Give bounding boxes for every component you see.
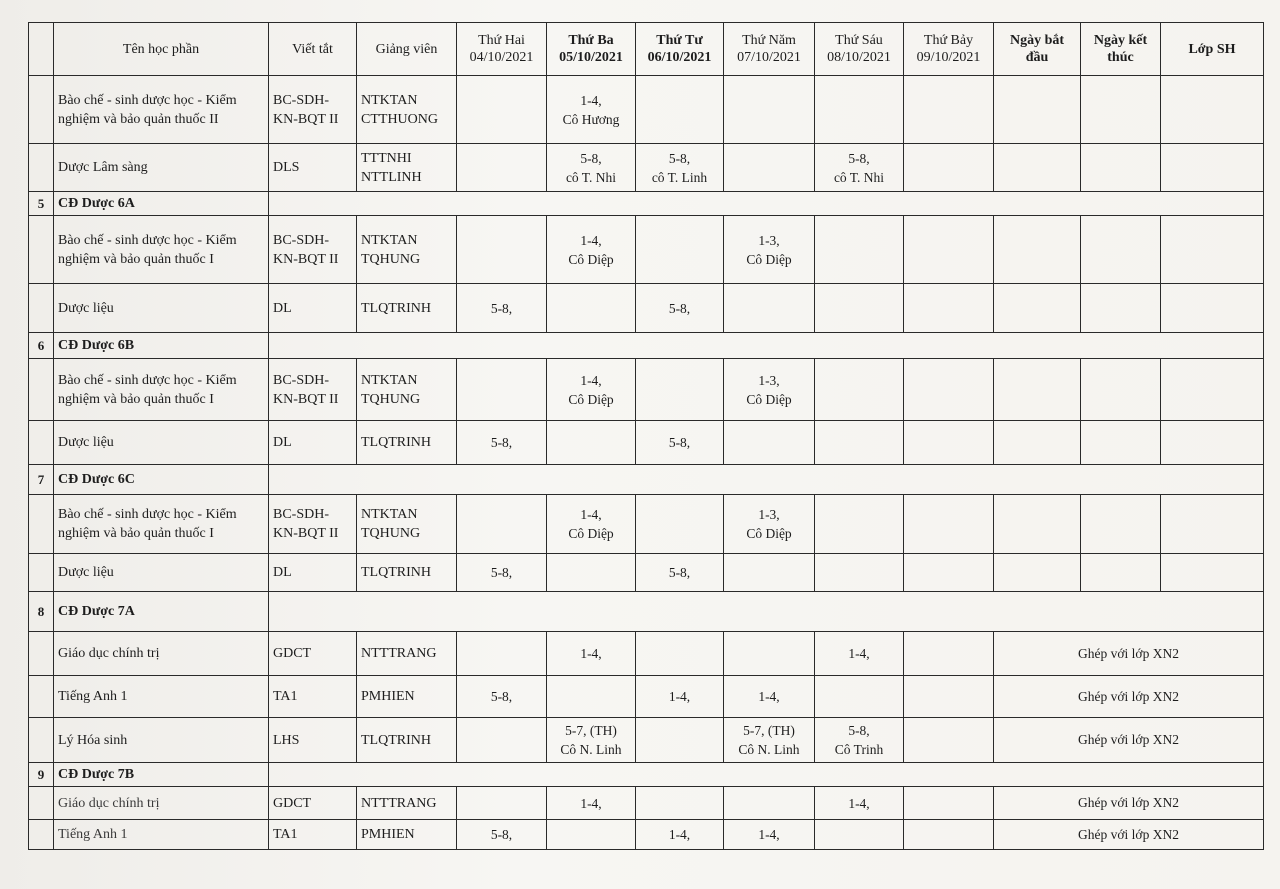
slot-teacher: Cô Hương <box>562 111 620 127</box>
slot-teacher: cô T. Linh <box>651 169 708 185</box>
start-cell <box>994 554 1081 592</box>
start-cell <box>994 284 1081 333</box>
table-row <box>29 676 1264 718</box>
mon-cell: 5-8, <box>457 820 547 850</box>
header-abbr: Viết tắt <box>269 23 357 76</box>
sat-cell <box>904 632 994 676</box>
sat-cell <box>904 718 994 763</box>
teacher-cell: TLQTRINH <box>357 421 457 465</box>
wed-cell: 5-8, <box>636 554 724 592</box>
index-cell <box>29 76 54 144</box>
tue-cell <box>547 144 636 192</box>
index-cell <box>29 632 54 676</box>
fri-cell <box>815 718 904 763</box>
table-row <box>29 632 1264 676</box>
index-cell <box>29 495 54 554</box>
abbr-cell: DL <box>269 554 357 592</box>
sat-cell <box>904 76 994 144</box>
abbr-line-1: BC-SDH- <box>273 372 330 388</box>
mon-cell: 5-8, <box>457 676 547 718</box>
abbr-line-2: KN-BQT II <box>273 111 339 127</box>
table-row <box>29 421 1264 465</box>
table-row <box>29 787 1264 820</box>
thu-cell <box>724 495 815 554</box>
slot-teacher: Cô Diệp <box>568 251 614 267</box>
index-cell <box>29 144 54 192</box>
fri-cell: 1-4, <box>815 787 904 820</box>
header-start-date <box>994 23 1081 76</box>
tue-cell <box>547 820 636 850</box>
end-cell <box>1081 76 1161 144</box>
sat-cell <box>904 216 994 284</box>
day-date: 08/10/2021 <box>827 50 891 65</box>
fri-cell <box>815 676 904 718</box>
slot-teacher: Cô Trinh <box>834 742 884 757</box>
class-header-row <box>29 763 1264 787</box>
wed-cell <box>636 718 724 763</box>
abbr-line-1: BC-SDH- <box>273 92 330 108</box>
tue-cell: 1-4, <box>547 787 636 820</box>
subject-cell <box>54 216 269 284</box>
slot-teacher: Cô Diệp <box>746 526 792 541</box>
subject-cell: Lý Hóa sinh <box>54 718 269 763</box>
fri-cell <box>815 495 904 554</box>
slot-teacher: Cô N. Linh <box>560 742 622 757</box>
thu-cell <box>724 216 815 284</box>
slot-periods: 1-3, <box>758 232 780 248</box>
wed-cell: 1-4, <box>636 676 724 718</box>
subject-line-2: nghiệm và bảo quản thuốc I <box>58 251 214 267</box>
start-cell <box>994 216 1081 284</box>
header-homeroom: Lớp SH <box>1161 23 1264 76</box>
class-title: CĐ Dược 7A <box>54 592 269 632</box>
fri-cell <box>815 284 904 333</box>
end-cell <box>1081 359 1161 421</box>
abbr-cell: DL <box>269 284 357 333</box>
start-cell <box>994 144 1081 192</box>
wed-cell: 1-4, <box>636 820 724 850</box>
teacher-cell <box>357 359 457 421</box>
note-cell: Ghép với lớp XN2 <box>994 787 1264 820</box>
index-cell <box>29 718 54 763</box>
thu-cell <box>724 421 815 465</box>
thu-cell <box>724 144 815 192</box>
homeroom-cell <box>1161 421 1264 465</box>
fri-cell <box>815 820 904 850</box>
teacher-cell: PMHIEN <box>357 676 457 718</box>
header-end-date <box>1081 23 1161 76</box>
class-title: CĐ Dược 6A <box>54 192 269 216</box>
abbr-cell: TA1 <box>269 676 357 718</box>
index-cell <box>29 359 54 421</box>
thu-cell <box>724 554 815 592</box>
end-cell <box>1081 284 1161 333</box>
abbr-cell: GDCT <box>269 787 357 820</box>
abbr-cell <box>269 216 357 284</box>
sat-cell <box>904 676 994 718</box>
abbr-line-1: BC-SDH- <box>273 507 330 522</box>
thu-cell <box>724 718 815 763</box>
subject-cell: Dược liệu <box>54 284 269 333</box>
schedule-table <box>28 22 1264 850</box>
teacher-cell: NTTTRANG <box>357 787 457 820</box>
day-name: Thứ Ba <box>568 33 614 48</box>
teacher-cell <box>357 216 457 284</box>
class-header-blank <box>269 763 1264 787</box>
mon-cell: 5-8, <box>457 421 547 465</box>
day-name: Thứ Tư <box>656 33 703 48</box>
slot-periods: 5-8, <box>848 150 870 166</box>
thu-cell <box>724 632 815 676</box>
table-row <box>29 820 1264 850</box>
mon-cell <box>457 632 547 676</box>
thu-cell <box>724 787 815 820</box>
class-index: 9 <box>29 763 54 787</box>
class-index: 5 <box>29 192 54 216</box>
tue-cell <box>547 495 636 554</box>
day-date: 06/10/2021 <box>647 50 712 65</box>
start-label-1: Ngày bắt <box>1009 33 1065 48</box>
start-label-2: đầu <box>1025 50 1049 65</box>
subject-cell <box>54 359 269 421</box>
slot-teacher: cô T. Nhi <box>833 169 885 185</box>
class-title: CĐ Dược 6B <box>54 333 269 359</box>
homeroom-cell <box>1161 284 1264 333</box>
wed-cell <box>636 76 724 144</box>
subject-cell: Dược liệu <box>54 421 269 465</box>
end-cell <box>1081 216 1161 284</box>
abbr-cell: GDCT <box>269 632 357 676</box>
start-cell <box>994 495 1081 554</box>
tue-cell: 1-4, <box>547 632 636 676</box>
note-cell: Ghép với lớp XN2 <box>994 632 1264 676</box>
teacher-line-2: TQHUNG <box>361 251 421 267</box>
subject-cell <box>54 76 269 144</box>
header-thursday <box>724 23 815 76</box>
sat-cell <box>904 820 994 850</box>
header-friday <box>815 23 904 76</box>
class-header-row <box>29 333 1264 359</box>
fri-cell <box>815 554 904 592</box>
slot-periods: 5-7, (TH) <box>565 723 617 738</box>
slot-periods: 5-8, <box>668 150 691 166</box>
mon-cell <box>457 76 547 144</box>
end-cell <box>1081 495 1161 554</box>
slot-periods: 1-4, <box>580 232 602 248</box>
teacher-line-1: NTKTAN <box>361 507 418 522</box>
tue-cell <box>547 284 636 333</box>
end-label-1: Ngày kết <box>1093 33 1148 48</box>
index-cell <box>29 554 54 592</box>
header-monday <box>457 23 547 76</box>
abbr-cell: DL <box>269 421 357 465</box>
table-row <box>29 216 1264 284</box>
subject-line-1: Bào chế - sinh dược học - Kiểm <box>58 372 237 388</box>
table-row <box>29 144 1264 192</box>
header-index <box>29 23 54 76</box>
tue-cell <box>547 554 636 592</box>
slot-teacher: Cô Diệp <box>568 391 614 407</box>
header-saturday <box>904 23 994 76</box>
class-header-blank <box>269 192 1264 216</box>
slot-teacher: Cô Diệp <box>746 251 792 267</box>
class-header-row <box>29 592 1264 632</box>
thu-cell <box>724 76 815 144</box>
wed-cell <box>636 632 724 676</box>
sat-cell <box>904 421 994 465</box>
end-cell <box>1081 144 1161 192</box>
day-name: Thứ Năm <box>742 33 796 48</box>
class-header-blank <box>269 465 1264 495</box>
mon-cell: 5-8, <box>457 284 547 333</box>
teacher-line-1: TTTNHI <box>361 150 412 166</box>
header-wednesday <box>636 23 724 76</box>
index-cell <box>29 787 54 820</box>
mon-cell <box>457 787 547 820</box>
sat-cell <box>904 359 994 421</box>
thu-cell <box>724 284 815 333</box>
fri-cell <box>815 421 904 465</box>
slot-teacher: Cô Diệp <box>746 391 792 407</box>
day-date: 09/10/2021 <box>916 50 981 65</box>
sat-cell <box>904 284 994 333</box>
wed-cell <box>636 787 724 820</box>
abbr-line-2: KN-BQT II <box>273 391 339 407</box>
abbr-cell <box>269 76 357 144</box>
homeroom-cell <box>1161 216 1264 284</box>
slot-periods: 5-8, <box>580 150 602 166</box>
subject-cell <box>54 495 269 554</box>
thu-cell: 1-4, <box>724 676 815 718</box>
wed-cell <box>636 144 724 192</box>
slot-teacher: Cô N. Linh <box>738 742 800 757</box>
start-cell <box>994 76 1081 144</box>
day-date: 05/10/2021 <box>559 50 623 65</box>
subject-line-1: Bào chế - sinh dược học - Kiểm <box>58 507 237 522</box>
teacher-line-1: NTKTAN <box>361 372 418 388</box>
teacher-line-2: TQHUNG <box>361 526 421 541</box>
teacher-cell: NTTTRANG <box>357 632 457 676</box>
mon-cell <box>457 495 547 554</box>
end-cell <box>1081 421 1161 465</box>
subject-line-1: Bào chế - sinh dược học - Kiểm <box>58 232 237 248</box>
homeroom-cell <box>1161 144 1264 192</box>
teacher-line-2: TQHUNG <box>361 391 421 407</box>
teacher-cell: PMHIEN <box>357 820 457 850</box>
day-date: 07/10/2021 <box>737 50 801 65</box>
teacher-line-1: NTKTAN <box>361 92 418 108</box>
index-cell <box>29 421 54 465</box>
teacher-cell <box>357 76 457 144</box>
day-date: 04/10/2021 <box>469 50 534 65</box>
subject-line-2: nghiệm và bảo quản thuốc II <box>58 111 219 127</box>
abbr-cell: DLS <box>269 144 357 192</box>
index-cell <box>29 820 54 850</box>
abbr-cell: LHS <box>269 718 357 763</box>
start-cell <box>994 359 1081 421</box>
thu-cell: 1-4, <box>724 820 815 850</box>
class-header-blank <box>269 333 1264 359</box>
header-tuesday <box>547 23 636 76</box>
tue-cell <box>547 359 636 421</box>
abbr-cell <box>269 359 357 421</box>
sat-cell <box>904 787 994 820</box>
homeroom-cell <box>1161 554 1264 592</box>
note-cell: Ghép với lớp XN2 <box>994 676 1264 718</box>
subject-line-2: nghiệm và bảo quản thuốc I <box>58 391 214 407</box>
subject-cell: Giáo dục chính trị <box>54 632 269 676</box>
mon-cell <box>457 144 547 192</box>
sat-cell <box>904 495 994 554</box>
slot-teacher: cô T. Nhi <box>565 169 617 185</box>
mon-cell <box>457 718 547 763</box>
fri-cell <box>815 144 904 192</box>
tue-cell <box>547 421 636 465</box>
teacher-cell <box>357 144 457 192</box>
wed-cell <box>636 216 724 284</box>
header-subject: Tên học phần <box>54 23 269 76</box>
homeroom-cell <box>1161 359 1264 421</box>
mon-cell <box>457 216 547 284</box>
sat-cell <box>904 144 994 192</box>
subject-line-2: nghiệm và bảo quản thuốc I <box>58 526 214 541</box>
day-name: Thứ Sáu <box>835 33 883 48</box>
day-name: Thứ Hai <box>478 33 525 48</box>
teacher-line-2: CTTHUONG <box>361 111 438 127</box>
mon-cell <box>457 359 547 421</box>
start-cell <box>994 421 1081 465</box>
index-cell <box>29 216 54 284</box>
class-index: 7 <box>29 465 54 495</box>
teacher-cell: TLQTRINH <box>357 284 457 333</box>
wed-cell <box>636 495 724 554</box>
fri-cell <box>815 76 904 144</box>
teacher-line-2: NTTLINH <box>361 169 422 185</box>
wed-cell: 5-8, <box>636 421 724 465</box>
header-row <box>29 23 1264 76</box>
class-title: CĐ Dược 6C <box>54 465 269 495</box>
subject-line-1: Bào chế - sinh dược học - Kiểm <box>58 92 237 108</box>
index-cell <box>29 284 54 333</box>
index-cell <box>29 676 54 718</box>
slot-periods: 1-3, <box>758 507 780 522</box>
teacher-cell: TLQTRINH <box>357 554 457 592</box>
subject-cell: Giáo dục chính trị <box>54 787 269 820</box>
mon-cell: 5-8, <box>457 554 547 592</box>
slot-teacher: Cô Diệp <box>568 526 614 541</box>
abbr-line-2: KN-BQT II <box>273 526 339 541</box>
class-header-blank <box>269 592 1264 632</box>
slot-periods: 5-8, <box>848 723 870 738</box>
slot-periods: 1-4, <box>580 92 602 108</box>
abbr-line-2: KN-BQT II <box>273 251 339 267</box>
abbr-cell <box>269 495 357 554</box>
class-title: CĐ Dược 7B <box>54 763 269 787</box>
class-index: 8 <box>29 592 54 632</box>
tue-cell <box>547 676 636 718</box>
end-label-2: thúc <box>1107 50 1134 65</box>
class-header-row <box>29 192 1264 216</box>
slot-periods: 5-7, (TH) <box>743 723 795 738</box>
slot-periods: 1-4, <box>580 507 602 522</box>
thu-cell <box>724 359 815 421</box>
fri-cell: 1-4, <box>815 632 904 676</box>
slot-periods: 1-3, <box>758 372 780 388</box>
subject-cell: Dược Lâm sàng <box>54 144 269 192</box>
day-name: Thứ Bảy <box>923 33 974 48</box>
slot-periods: 1-4, <box>580 372 602 388</box>
teacher-line-1: NTKTAN <box>361 232 418 248</box>
table-row <box>29 359 1264 421</box>
abbr-line-1: BC-SDH- <box>273 232 330 248</box>
abbr-cell: TA1 <box>269 820 357 850</box>
table-row <box>29 718 1264 763</box>
table-row <box>29 284 1264 333</box>
homeroom-cell <box>1161 495 1264 554</box>
fri-cell <box>815 359 904 421</box>
note-cell: Ghép với lớp XN2 <box>994 718 1264 763</box>
class-index: 6 <box>29 333 54 359</box>
fri-cell <box>815 216 904 284</box>
tue-cell <box>547 76 636 144</box>
table-row <box>29 76 1264 144</box>
teacher-cell <box>357 495 457 554</box>
table-row <box>29 554 1264 592</box>
table-row <box>29 495 1264 554</box>
header-teacher: Giảng viên <box>357 23 457 76</box>
tue-cell <box>547 718 636 763</box>
tue-cell <box>547 216 636 284</box>
teacher-cell: TLQTRINH <box>357 718 457 763</box>
subject-cell: Tiếng Anh 1 <box>54 820 269 850</box>
sat-cell <box>904 554 994 592</box>
subject-cell: Dược liệu <box>54 554 269 592</box>
wed-cell <box>636 359 724 421</box>
subject-cell: Tiếng Anh 1 <box>54 676 269 718</box>
note-cell: Ghép với lớp XN2 <box>994 820 1264 850</box>
class-header-row <box>29 465 1264 495</box>
wed-cell: 5-8, <box>636 284 724 333</box>
homeroom-cell <box>1161 76 1264 144</box>
end-cell <box>1081 554 1161 592</box>
